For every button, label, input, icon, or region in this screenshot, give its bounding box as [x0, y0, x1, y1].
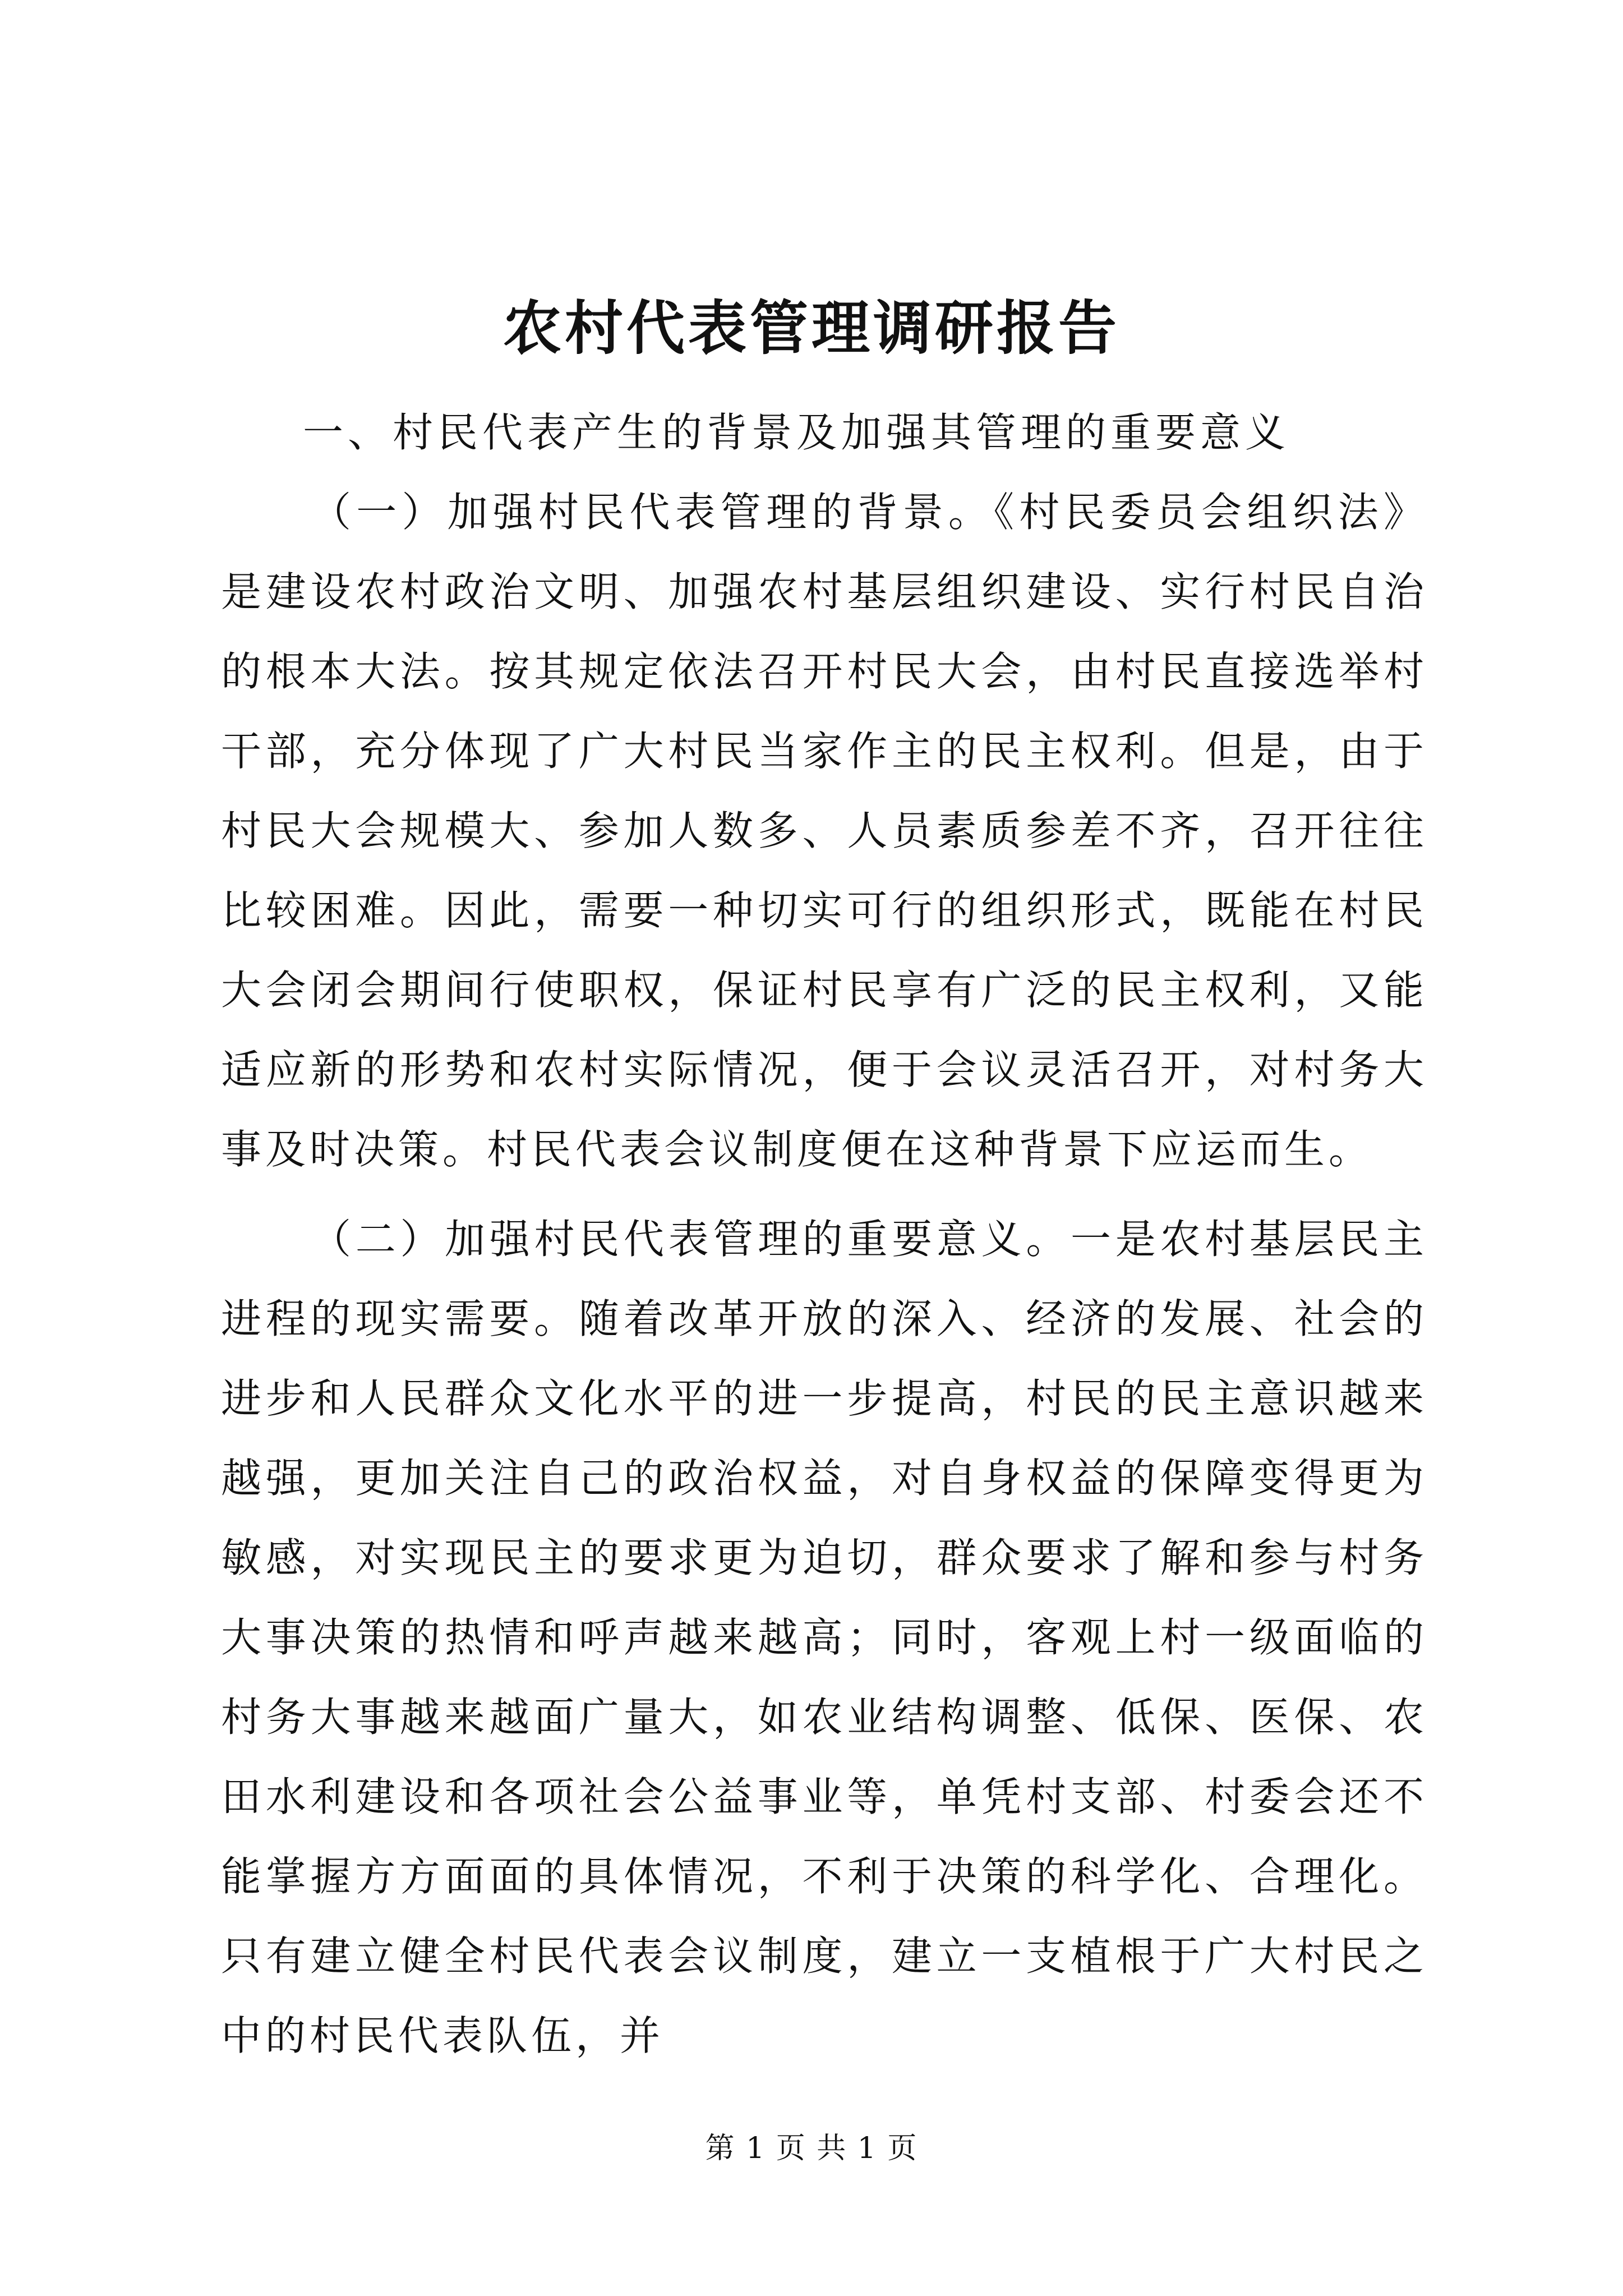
document-body — [221, 393, 1428, 2076]
paragraph-background: （一）加强村民代表管理的背景。《村民委员会组织法》是建设农村政治文明、加强农村基层组织建设、实行村民自治的根本大法。按其规定依法召开村民大会，由村民直接选举村干部，充分体现了广大村民当家作主的民主权利。但是，由于村民大会规模大、参加人数多、人员素质参差不齐，召开往往比较困难。因此，需要一种切实可行的组织形式，既能在村民大会闭会期间行使职权，保证村民享有广泛的民主权利，又能适应新的形势和农村实际情况，便于会议灵活召开，对村务大事及时决策。村民代表会议制度便在这种背景下应运而生。 — [221, 489, 1428, 1173]
page-footer: 第 1 页 共 1 页 — [705, 2132, 918, 2165]
section-heading: 一、村民代表产生的背景及加强其管理的重要意义 — [303, 409, 1290, 456]
document-title: 农村代表管理调研报告 — [502, 293, 1120, 362]
paragraph-significance: （二）加强村民代表管理的重要意义。一是农村基层民主进程的现实需要。随着改革开放的深入、经济的发展、社会的进步和人民群众文化水平的进一步提高，村民的民主意识越来越强，更加关注自己的政治权益，对自身权益的保障变得更为敏感，对实现民主的要求更为迫切，群众要求了解和参与村务大事决策的热情和呼声越来越高；同时，客观上村一级面临的村务大事越来越面广量大，如农业结构调整、低保、医保、农田水利建设和各项社会公益事业等，单凭村支部、村委会还不能掌握方方面面的具体情况，不利于决策的科学化、合理化。只有建立健全村民代表会议制度，建立一支植根于广大村民之中的村民代表队伍，并 — [221, 1216, 1428, 2059]
